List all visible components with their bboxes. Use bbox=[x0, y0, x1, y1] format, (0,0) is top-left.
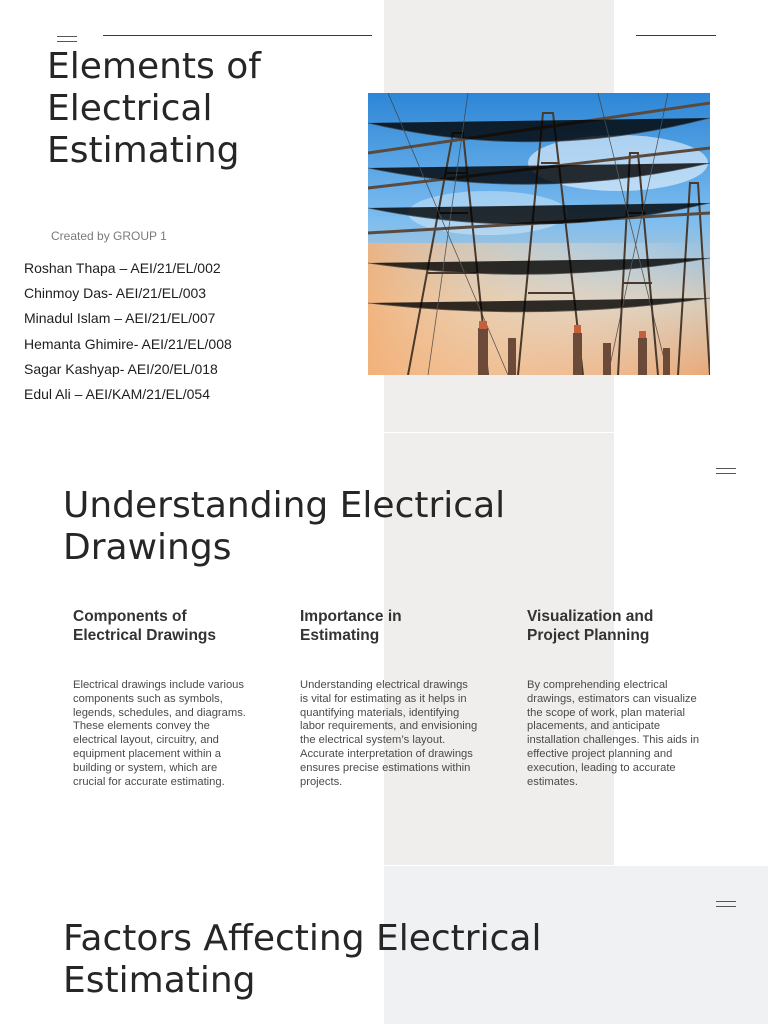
menu-lines-icon bbox=[716, 468, 736, 475]
content-column-importance bbox=[300, 607, 478, 789]
member-item: Edul Ali – AEI/KAM/21/EL/054 bbox=[24, 385, 211, 402]
title-slide bbox=[0, 0, 768, 432]
member-item: Minadul Islam – AEI/21/EL/007 bbox=[24, 310, 216, 327]
column-heading: Importance in Estimating bbox=[300, 608, 402, 644]
member-item: Roshan Thapa – AEI/21/EL/002 bbox=[24, 260, 221, 276]
column-body: By comprehending electrical drawings, estimators can visualize the scope of work, plan material placements, and anticipate installation challenges. This aids in effective project planning and execution, leading to accurate estimates. bbox=[527, 679, 700, 788]
slide-title: Factors Affecting Electrical Estimating bbox=[63, 918, 542, 1001]
member-item: Sagar Kashyap- AEI/20/EL/018 bbox=[24, 360, 218, 377]
presentation-title: Elements of Electrical Estimating bbox=[47, 46, 261, 172]
column-body: Electrical drawings include various components such as symbols, legends, schedules, and diagrams. These elements convey the electrical layout, circuitry, and equipment placement within a building or system, which are crucial for accurate estimating. bbox=[73, 679, 246, 788]
presentation-subtitle: Created by GROUP 1 bbox=[51, 229, 167, 243]
electrical-substation-photo bbox=[368, 93, 710, 375]
column-body: Understanding electrical drawings is vital for estimating as it helps in quantifying materials, identifying labor requirements, and envisioning the electrical system’s layout. Accurate interpretation of drawings ensures precise estimations within projects. bbox=[300, 679, 478, 788]
member-item: Chinmoy Das- AEI/21/EL/003 bbox=[24, 285, 207, 302]
menu-lines-icon bbox=[716, 901, 736, 908]
column-heading: Components of Electrical Drawings bbox=[73, 608, 217, 644]
slide-title: Understanding Electrical Drawings bbox=[63, 485, 506, 568]
factors-slide bbox=[0, 866, 768, 1024]
group-members-list bbox=[24, 259, 232, 410]
top-rule-right bbox=[636, 35, 716, 36]
content-column-components bbox=[73, 607, 251, 789]
menu-lines-icon bbox=[57, 36, 77, 43]
top-rule-left bbox=[103, 35, 372, 36]
member-item: Hemanta Ghimire- AEI/21/EL/008 bbox=[24, 335, 232, 352]
content-column-visualization bbox=[527, 607, 705, 789]
column-heading: Visualization and Project Planning bbox=[527, 608, 654, 644]
understanding-drawings-slide bbox=[0, 433, 768, 865]
